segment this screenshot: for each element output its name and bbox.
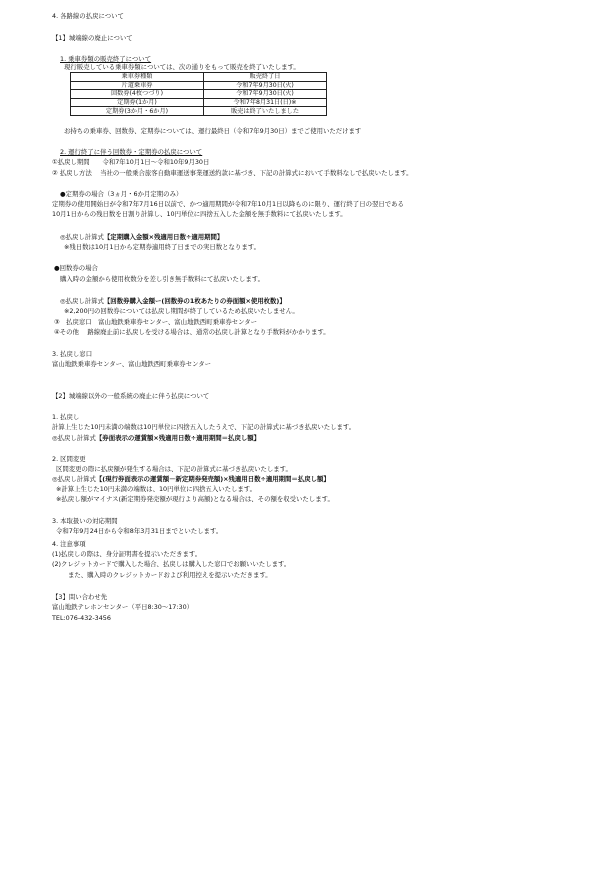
table-header-cell: 乗車券種類 [71, 73, 204, 82]
refund-period: ①払戻し期間 令和7年10月1日～令和10年9月30日 [52, 158, 210, 166]
section-change-note: ※払戻し額がマイナス(新定期券発売額が現行より高額)となる場合は、その額を収受いたします。 [56, 495, 334, 503]
ticket-usage-note: お持ちの乗車券、回数券、定期券については、運行最終日（令和7年9月30日）までご使用いただけます [64, 127, 362, 135]
commuter-pass-body: 10月1日からの残日数を日割り計算し、10円単位に四捨五入した金額を無手数料にて払戻いたします。 [52, 210, 347, 218]
table-row [71, 107, 327, 116]
subsection-title-2: 【2】城端線以外の一般系統の廃止に伴う払戻について [52, 392, 210, 400]
table-cell: 令和7年8月31日(日)※ [204, 98, 327, 107]
table-header-row [71, 73, 327, 82]
heading-refund: 2. 運行終了に伴う回数券・定期券の払戻について [60, 148, 203, 156]
period-body: 令和7年9月24日から令和8年3月31日までといたします。 [56, 527, 223, 535]
notes-heading: 4. 注意事項 [52, 540, 86, 548]
table-row [71, 98, 327, 107]
formula-text: 【(現行券面表示の運賃額－新定期券発売額)×残適用日数÷適用期間＝払戻し額】 [95, 475, 330, 483]
section-title: 4. 各路線の払戻について [52, 12, 124, 20]
table-cell: 販売は終了いたしました [204, 107, 327, 116]
heading-sales-end: 1. 乗車券類の販売終了について [60, 55, 152, 63]
subsection-title-1: 【1】城端線の廃止について [52, 34, 133, 42]
coupon-heading: ●回数券の場合 [54, 264, 98, 272]
table-row [71, 81, 327, 90]
section-change-body: 区間変更の際に払戻額が発生する場合は、下記の計算式に基づき払戻いたします。 [56, 465, 292, 473]
formula-label: ◎払戻し計算式 [60, 297, 104, 305]
notes-item: (1)払戻しの際は、身分証明書を提示いただきます。 [52, 550, 202, 558]
commuter-pass-body: 定期券の使用開始日が令和7年7月16日以前で、かつ適用期間が令和7年10月1日以降ものに限り、運行終了日の翌日である [52, 200, 404, 208]
counter-body: 富山地鉄乗車券センター、富山地鉄西町乗車券センター [52, 360, 211, 368]
section-change-note: ※計算上生じた10円未満の端数は、10円単位に四捨五入いたします。 [56, 485, 257, 493]
section-change-heading: 2. 区間変更 [52, 455, 86, 463]
formula-text: 【定期購入金額×残適用日数÷適用期間】 [103, 233, 224, 241]
commuter-pass-note: ※残日数は10月1日から定期券適用終了日までの実日数となります。 [64, 243, 260, 251]
period-heading: 3. 本取扱いの対応期間 [52, 517, 118, 525]
formula-label: ◎払戻し計算式 [52, 475, 96, 483]
table-row [71, 90, 327, 99]
notes-item: (2)クレジットカードで購入した場合、払戻しは購入した窓口でお願いいたします。 [52, 560, 291, 568]
counter-heading: 3. 払戻し窓口 [52, 350, 93, 358]
refund-counter: ③ 払戻窓口 富山地鉄乗車券センター、富山地鉄西町乗車券センター [54, 318, 258, 326]
commuter-pass-heading: ●定期券の場合（3ヵ月・6か月定期のみ） [60, 190, 183, 198]
refund-method: ② 払戻し方法 当社の一般乗合旅客自動車運送事業運送約款に基づき、下記の計算式において手数料なしで払戻いたします。 [52, 169, 413, 177]
table-cell: 回数券(4枚つづり) [71, 90, 204, 99]
table-cell: 令和7年9月30日(火) [204, 90, 327, 99]
sales-end-intro: 現行販売している乗車券類については、次の通りをもって販売を終了いたします。 [64, 63, 300, 71]
table-cell: 令和7年9月30日(火) [204, 81, 327, 90]
table-cell: 片道乗車券 [71, 81, 204, 90]
formula-label: ◎払戻し計算式 [60, 233, 104, 241]
section-change-formula [52, 475, 330, 483]
formula-text: 【回数券購入金額ー(回数券の1枚あたりの券面額×使用枚数)】 [103, 297, 286, 305]
table-header-cell: 販売終了日 [204, 73, 327, 82]
notes-item: また、購入時のクレジットカードおよび利用控えを提示いただきます。 [68, 571, 272, 579]
coupon-body: 購入時の金額から使用枚数分を差し引き無手数料にて払戻いたします。 [60, 275, 264, 283]
contact-name: 富山地鉄テレホンセンター（平日8:30～17:30） [52, 603, 194, 611]
formula-label: ◎払戻し計算式 [52, 434, 96, 442]
table-cell: 定期券(1か月) [71, 98, 204, 107]
coupon-formula [60, 297, 286, 305]
refund-formula [52, 434, 260, 442]
contact-heading: 【3】問い合わせ先 [52, 593, 108, 601]
table-cell: 定期券(3か月・6か月) [71, 107, 204, 116]
formula-text: 【券面表示の運賃額×残適用日数÷適用期間＝払戻し額】 [95, 434, 261, 442]
commuter-pass-formula [60, 233, 223, 241]
refund-other: ④その他 路線廃止前に払戻しを受ける場合は、通常の払戻し計算となり手数料がかかります。 [54, 328, 330, 336]
refund-heading: 1. 払戻し [52, 413, 80, 421]
refund-body: 計算上生じた10円未満の端数は10円単位に四捨五入したうえで、下記の計算式に基づき払戻いたします。 [52, 423, 356, 431]
coupon-note: ※2,200円の回数券については払戻し期間が終了しているため払戻いたしません。 [64, 307, 299, 315]
contact-phone: TEL:076-432-3456 [52, 614, 111, 622]
ticket-sales-table [70, 72, 327, 116]
